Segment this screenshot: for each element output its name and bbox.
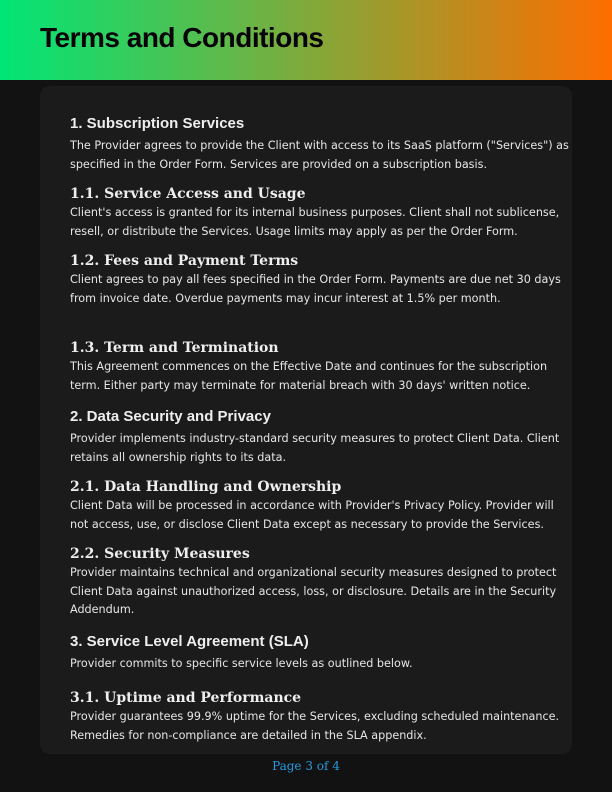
section-heading: 3. Service Level Agreement (SLA) — [70, 633, 309, 650]
section-2 — [70, 407, 570, 467]
section-2-2 — [70, 544, 570, 620]
subsection-heading: 1.2. Fees and Payment Terms — [70, 253, 299, 269]
subsection-heading: 2.2. Security Measures — [70, 546, 250, 562]
section-body: Provider commits to specific service levels as outlined below. — [70, 657, 413, 670]
section-1 — [70, 114, 570, 174]
section-1-3 — [70, 338, 570, 395]
subsection-heading: 1.1. Service Access and Usage — [70, 186, 306, 202]
section-3-1 — [70, 688, 570, 745]
section-body: Client's access is granted for its internal business purposes. Client shall not sublicense, resell, or distribute the Services. Usage limits may apply as per the Order Form. — [70, 206, 560, 238]
page-title: Terms and Conditions — [40, 22, 324, 53]
subsection-heading: 1.3. Term and Termination — [70, 340, 279, 356]
section-body: Client agrees to pay all fees specified in the Order Form. Payments are due net 30 days from invoice date. Overdue payments may incur interest at 1.5% per month. — [70, 273, 561, 305]
section-body: This Agreement commences on the Effective Date and continues for the subscription term. Either party may terminate for material breach with 30 days' written notice. — [70, 360, 548, 392]
section-body: Provider guarantees 99.9% uptime for the Services, excluding scheduled maintenance. Remedies for non-compliance are detailed in the SLA appendix. — [70, 710, 560, 742]
section-body: The Provider agrees to provide the Client with access to its SaaS platform ("Services") as specified in the Order Form. Services are provided on a subscription basis. — [70, 139, 569, 171]
section-3 — [70, 632, 570, 674]
section-heading: 1. Subscription Services — [70, 115, 245, 132]
section-body: Provider implements industry-standard security measures to protect Client Data. Client retains all ownership rights to its data. — [70, 432, 560, 464]
section-1-2 — [70, 251, 570, 308]
section-body: Client Data will be processed in accordance with Provider's Privacy Policy. Provider will not access, use, or disclose Client Data except as necessary to provide the Services. — [70, 499, 554, 531]
subsection-heading: 3.1. Uptime and Performance — [70, 690, 302, 706]
section-body: Provider maintains technical and organizational security measures designed to protect Client Data against unauthorized access, loss, or disclosure. Details are in the Security Addendum. — [70, 566, 557, 616]
section-2-1 — [70, 477, 570, 534]
section-1-1 — [70, 184, 570, 241]
header-banner — [0, 0, 612, 80]
section-heading: 2. Data Security and Privacy — [70, 408, 271, 425]
subsection-heading: 2.1. Data Handling and Ownership — [70, 479, 342, 495]
page-number: Page 3 of 4 — [272, 759, 340, 773]
